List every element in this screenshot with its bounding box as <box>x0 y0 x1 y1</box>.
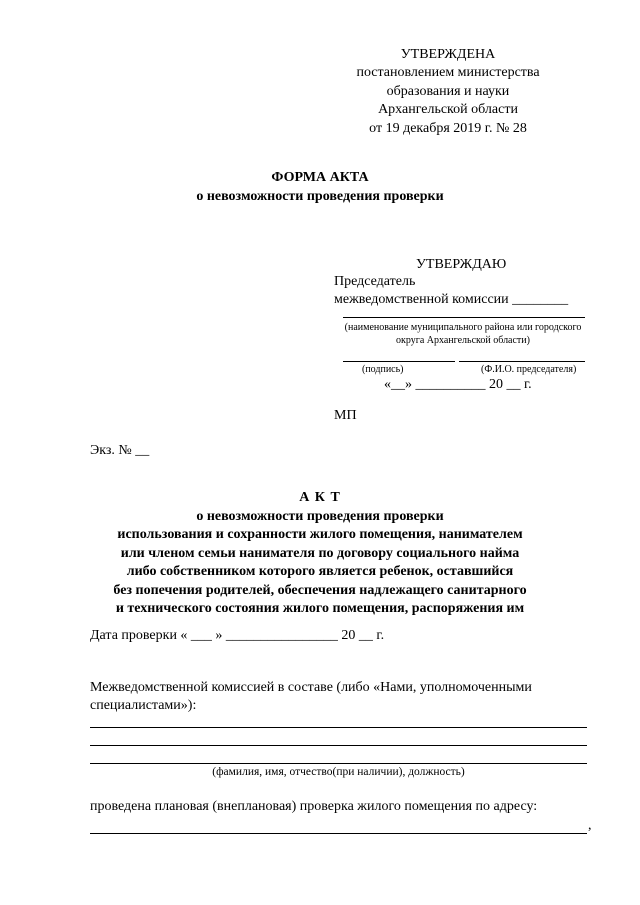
act-title-line-5: без попечения родителей, обеспечения надлежащего санитарного <box>113 582 527 598</box>
chairman-name-line <box>459 361 585 362</box>
address-line <box>90 833 587 834</box>
signature-caption: (подпись) <box>362 364 404 375</box>
act-title-line-6: и технического состояния жилого помещения, распоряжения им <box>115 601 525 616</box>
approve-chairman-label: Председатель <box>334 274 416 289</box>
signature-line <box>343 361 455 362</box>
municipality-caption-line-2: округа Архангельской области) <box>395 335 530 346</box>
address-intro: проведена плановая (внеплановая) проверка жилого помещения по адресу: <box>90 799 538 814</box>
form-title-line-2: о невозможности проведения проверки <box>196 189 444 204</box>
commission-line-2: специалистами»): <box>90 698 197 713</box>
approval-line-1: постановлением министерства <box>356 65 540 81</box>
approve-commission-label: межведомственной комиссии ________ <box>334 292 569 307</box>
inspection-date: Дата проверки « ___ » ________________ 20 __ г. <box>90 628 385 643</box>
form-title <box>0 168 640 206</box>
approve-heading: УТВЕРЖДАЮ <box>416 257 507 272</box>
seal-placeholder: МП <box>334 408 357 423</box>
municipality-caption-line-1: (наименование муниципального района или городского <box>344 322 582 333</box>
copy-number: Экз. № __ <box>90 443 150 458</box>
act-title-line-3: или членом семьи нанимателя по договору социального найма <box>120 545 520 561</box>
act-title-line-4: либо собственником которого является ребенок, оставшийся <box>126 564 514 579</box>
approval-line-4: от 19 декабря 2019 г. № 28 <box>369 120 527 136</box>
approve-date-line: «__» __________ 20 __ г. <box>384 377 532 392</box>
act-title: А К Т <box>299 490 341 505</box>
act-title-block <box>80 489 560 619</box>
municipality-name-line <box>343 317 585 318</box>
approval-stamp <box>330 46 566 138</box>
commission-member-line-2 <box>90 745 587 746</box>
commission-line-1: Межведомственной комиссией в составе (либо «Нами, уполномоченными <box>90 680 532 695</box>
approval-heading: УТВЕРЖДЕНА <box>400 47 496 62</box>
approval-line-2: образования и науки <box>386 83 510 99</box>
commission-member-line-3 <box>90 763 587 764</box>
commission-member-line-1 <box>90 727 587 728</box>
chairman-name-caption: (Ф.И.О. председателя) <box>481 364 577 375</box>
commission-caption: (фамилия, имя, отчество(при наличии), должность) <box>212 766 465 778</box>
form-title-line-1: ФОРМА АКТА <box>271 170 369 185</box>
act-title-line-1: о невозможности проведения проверки <box>196 508 444 524</box>
act-title-line-2: использования и сохранности жилого помещения, нанимателем <box>117 527 523 542</box>
approval-line-3: Архангельской области <box>378 102 518 118</box>
address-trailing-comma: , <box>588 818 592 833</box>
